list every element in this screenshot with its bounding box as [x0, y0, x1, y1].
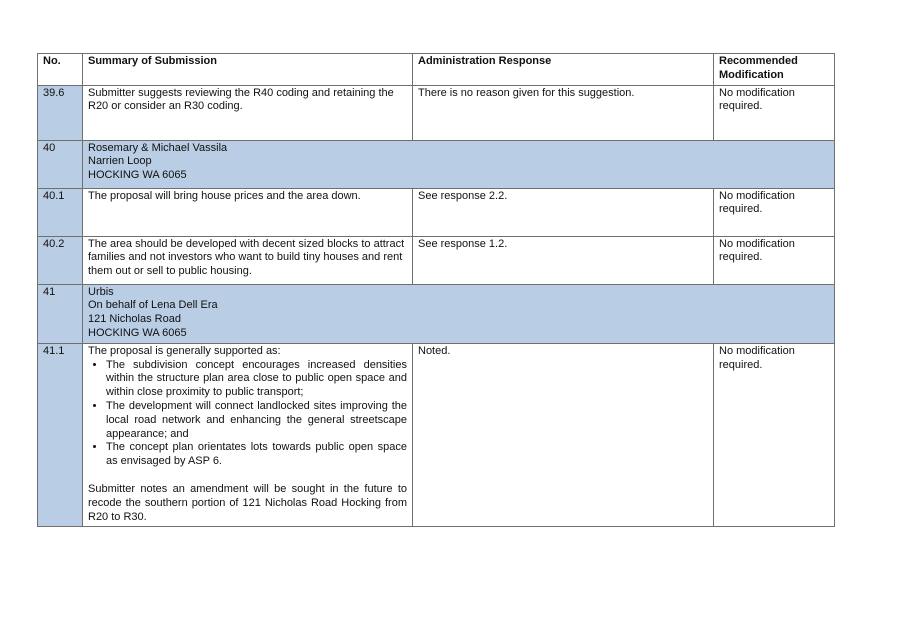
submitter-name: Urbis: [88, 285, 114, 298]
submissions-table: [37, 53, 835, 527]
row-number: 39.6: [38, 85, 83, 140]
summary-cell: [83, 343, 413, 527]
list-item: • The subdivision concept encourages increased densities within the structure plan area close to public open space and within close proximity to public transport;: [106, 359, 407, 400]
submitter-street: 121 Nicholas Road: [88, 313, 181, 326]
header-admin-response: Administration Response: [413, 54, 714, 86]
modification-line2: required.: [719, 203, 763, 216]
submitter-locality: HOCKING WA 6065: [88, 169, 187, 182]
modification-cell: [714, 236, 835, 284]
submitter-locality: HOCKING WA 6065: [88, 326, 187, 339]
summary-note: Submitter notes an amendment will be sought in the future to recode the southern portion of 121 Nicholas Road Hocking from R20 to R30.: [88, 482, 407, 523]
summary-cell: Submitter suggests reviewing the R40 coding and retaining the R20 or consider an R30 coding.: [83, 85, 413, 140]
modification-line1: No modification: [719, 344, 795, 357]
modification-line2: required.: [719, 358, 763, 371]
admin-response-cell: Noted.: [413, 343, 714, 527]
modification-cell: [714, 85, 835, 140]
list-item: • The concept plan orientates lots towards public open space as envisaged by ASP 6.: [106, 441, 407, 469]
submitter-on-behalf: On behalf of Lena Dell Era: [88, 299, 218, 312]
row-number: 40.1: [38, 188, 83, 236]
row-number: 41.1: [38, 343, 83, 527]
modification-cell: [714, 343, 835, 527]
summary-bullet-list: [88, 359, 407, 469]
table-row: [38, 343, 835, 527]
modification-line2: required.: [719, 251, 763, 264]
row-number: 40: [38, 140, 83, 188]
modification-line1: No modification: [719, 237, 795, 250]
header-row: [38, 54, 835, 86]
submitter-details: [83, 140, 835, 188]
submitter-name: Rosemary & Michael Vassila: [88, 141, 228, 154]
table-row: [38, 85, 835, 140]
header-summary: Summary of Submission: [83, 54, 413, 86]
header-modification-line2: Modification: [719, 68, 784, 81]
paragraph-gap: [88, 469, 407, 483]
list-item: • The development will connect landlocked sites improving the local road network and enhancing the general streetscape appearance; and: [106, 400, 407, 441]
submitter-row: [38, 284, 835, 343]
summary-cell: The proposal will bring house prices and the area down.: [83, 188, 413, 236]
header-recommended-modification: [714, 54, 835, 86]
admin-response-cell: See response 1.2.: [413, 236, 714, 284]
header-modification-line1: Recommended: [719, 55, 798, 67]
modification-line1: No modification: [719, 189, 795, 202]
summary-intro: The proposal is generally supported as:: [88, 344, 281, 357]
admin-response-cell: There is no reason given for this suggestion.: [413, 85, 714, 140]
summary-cell: The area should be developed with decent sized blocks to attract families and not investors who want to build tiny houses and rent them out or sell to public housing.: [83, 236, 413, 284]
table-row: [38, 236, 835, 284]
header-no: No.: [38, 54, 83, 86]
row-number: 40.2: [38, 236, 83, 284]
submitter-details: [83, 284, 835, 343]
submitter-row: [38, 140, 835, 188]
modification-line2: required.: [719, 100, 763, 113]
modification-cell: [714, 188, 835, 236]
admin-response-cell: See response 2.2.: [413, 188, 714, 236]
modification-line1: No modification: [719, 86, 795, 99]
table-row: [38, 188, 835, 236]
submitter-street: Narrien Loop: [88, 155, 152, 168]
row-number: 41: [38, 284, 83, 343]
